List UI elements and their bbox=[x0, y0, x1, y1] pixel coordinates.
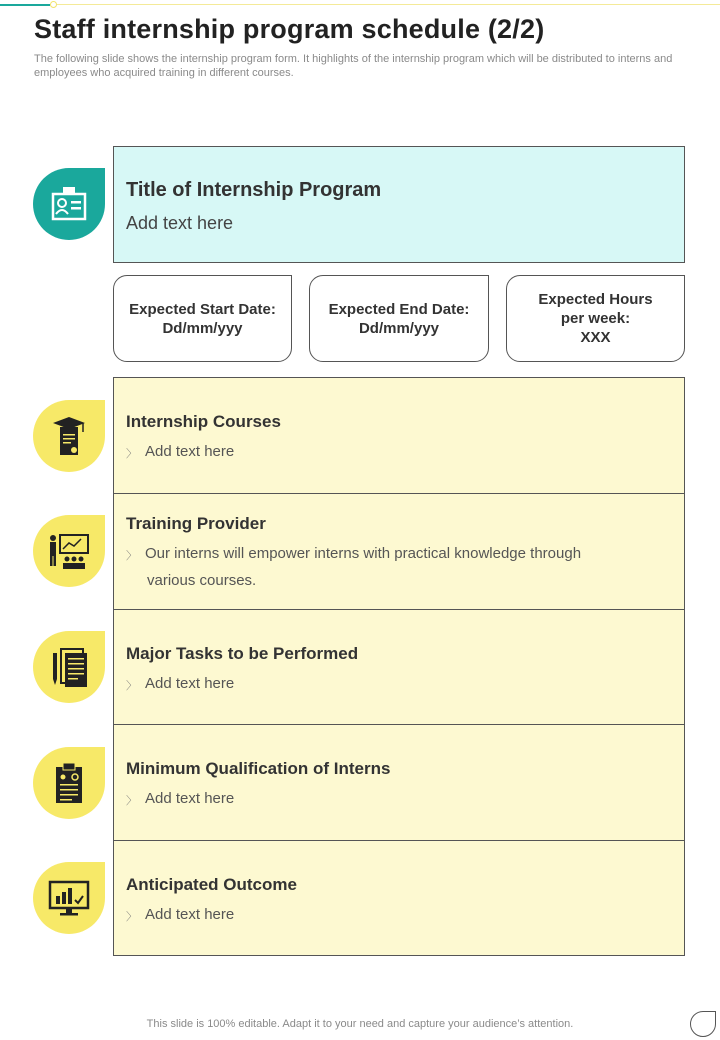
end-date-label: Expected End Date: bbox=[328, 300, 470, 318]
page-title: Staff internship program schedule (2/2) bbox=[34, 14, 545, 44]
corner-leaf-shape bbox=[690, 1011, 716, 1037]
row-line bbox=[126, 443, 234, 461]
chevron-right-icon: 〉 bbox=[126, 680, 137, 692]
courses-circle bbox=[33, 400, 105, 472]
presentation-board-icon bbox=[47, 531, 91, 571]
monitor-chart-icon bbox=[47, 878, 91, 918]
row-training-provider bbox=[113, 493, 685, 610]
row-line-text: Our interns will empower interns with practical knowledge through bbox=[145, 545, 582, 562]
row-title: Internship Courses bbox=[126, 412, 281, 431]
row-line-text: Add text here bbox=[145, 790, 235, 807]
row-anticipated-outcome bbox=[113, 840, 685, 956]
row-line-text: Add text here bbox=[145, 443, 235, 460]
row-line-text: various courses. bbox=[147, 572, 257, 589]
start-date-box bbox=[113, 275, 292, 362]
program-text: Add text here bbox=[126, 213, 234, 233]
tasks-circle bbox=[33, 631, 105, 703]
row-major-tasks bbox=[113, 609, 685, 726]
id-card-circle bbox=[33, 168, 105, 240]
id-card-icon bbox=[49, 184, 89, 224]
chevron-right-icon: 〉 bbox=[126, 795, 137, 807]
program-title-box bbox=[113, 146, 685, 263]
program-title: Title of Internship Program bbox=[126, 179, 382, 201]
row-line-text: Add text here bbox=[145, 675, 235, 692]
row-line bbox=[126, 906, 234, 924]
row-line bbox=[126, 675, 234, 693]
chevron-right-icon: 〉 bbox=[126, 550, 137, 562]
hours-value: XXX bbox=[580, 329, 611, 346]
qualification-circle bbox=[33, 747, 105, 819]
graduation-cap-icon bbox=[49, 414, 89, 458]
outcome-circle bbox=[33, 862, 105, 934]
row-minimum-qualification bbox=[113, 724, 685, 841]
chevron-right-icon: 〉 bbox=[126, 911, 137, 923]
row-title: Training Provider bbox=[126, 514, 266, 533]
row-title: Major Tasks to be Performed bbox=[126, 644, 359, 663]
row-line-text: Add text here bbox=[145, 906, 235, 923]
row-line bbox=[126, 545, 581, 563]
footer-note: This slide is 100% editable. Adapt it to your need and capture your audience’s attention. bbox=[146, 1018, 574, 1030]
end-date-box bbox=[309, 275, 489, 362]
hours-label-line1: Expected Hours bbox=[538, 291, 653, 308]
row-title: Anticipated Outcome bbox=[126, 875, 297, 894]
row-title: Minimum Qualification of Interns bbox=[126, 759, 391, 778]
row-line bbox=[126, 790, 234, 808]
row-line bbox=[147, 572, 256, 589]
start-date-label: Expected Start Date: bbox=[129, 300, 276, 318]
top-accent-dot bbox=[50, 1, 57, 8]
start-date-value: Dd/mm/yyy bbox=[162, 319, 243, 337]
provider-circle bbox=[33, 515, 105, 587]
clipboard-checklist-icon bbox=[51, 761, 87, 805]
top-accent-line bbox=[0, 4, 50, 6]
chevron-right-icon: 〉 bbox=[126, 448, 137, 460]
end-date-value: Dd/mm/yyy bbox=[358, 319, 440, 337]
top-divider-line bbox=[57, 4, 720, 5]
page-subtitle: The following slide shows the internship program form. It highlights of the internship program which will be distributed to interns and employees who acquired training in different courses. bbox=[34, 53, 673, 79]
hours-box bbox=[506, 275, 685, 362]
row-internship-courses bbox=[113, 377, 685, 494]
hours-label-line2: per week: bbox=[560, 310, 631, 327]
documents-icon bbox=[49, 645, 89, 689]
